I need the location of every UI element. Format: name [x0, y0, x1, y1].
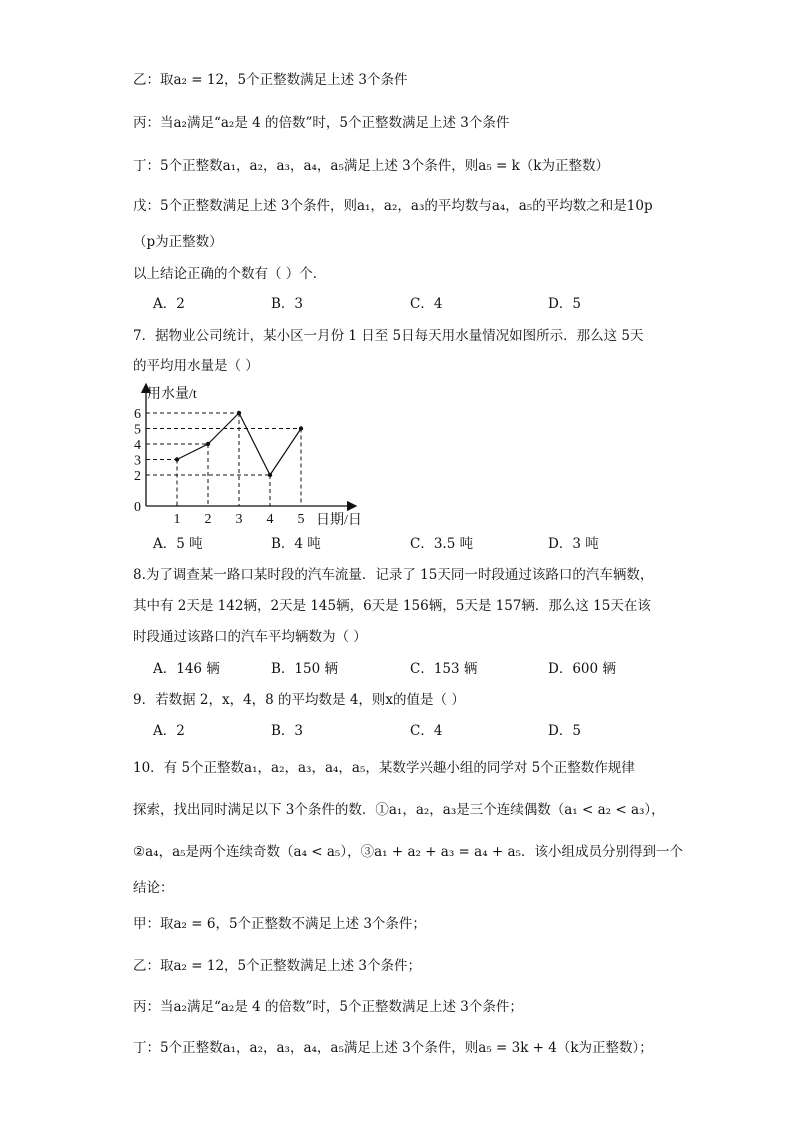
option-d: D．5 — [548, 296, 581, 312]
water-usage-chart — [126, 378, 376, 534]
q9-option-c: C．4 — [410, 723, 443, 739]
x-tick-3: 3 — [235, 512, 243, 527]
data-point-5 — [299, 426, 303, 430]
q7-options — [153, 534, 673, 554]
q8-option-c: C．153 辆 — [410, 661, 478, 677]
conclusion-yi: 乙：取a₂ = 12，5个正整数满足上述 3个条件 — [133, 72, 408, 88]
data-point-4 — [268, 473, 272, 477]
q7-option-a: A．5 吨 — [153, 536, 203, 552]
conclusion-wu-line1: 戊：5个正整数满足上述 3个条件，则a₁，a₂，a₃的平均数与a₄，a₅的平均数之和是10p — [133, 198, 653, 214]
conclusion-wu-line2: （p为正整数） — [133, 234, 223, 250]
y-tick-5: 5 — [134, 422, 141, 438]
x-tick-2: 2 — [204, 512, 212, 527]
q10-line1: 10．有 5个正整数a₁，a₂，a₃，a₄，a₅，某数学兴趣小组的同学对 5个正整数作规律 — [133, 760, 635, 776]
q10-conclusion-ding: 丁：5个正整数a₁，a₂，a₃，a₄，a₅满足上述 3个条件，则a₅ = 3k + 4（k为正整数）； — [133, 1040, 653, 1056]
q8-option-b: B．150 辆 — [271, 661, 338, 677]
data-point-2 — [206, 442, 210, 446]
q8-line3: 时段通过该路口的汽车平均辆数为（ ） — [133, 629, 367, 645]
y-tick-2: 2 — [134, 469, 141, 484]
q10-conclusion-jia: 甲：取a₂ = 6，5个正整数不满足上述 3个条件； — [133, 916, 426, 932]
question-ask: 以上结论正确的个数有（ ）个． — [133, 266, 327, 282]
y-tick-labels — [134, 407, 141, 515]
top-options — [153, 294, 673, 314]
q7-option-c: C．3.5 吨 — [410, 536, 474, 552]
q8-option-d: D．600 辆 — [548, 661, 616, 677]
y-tick-3: 3 — [134, 453, 141, 469]
q9-line1: 9．若数据 2，x，4，8 的平均数是 4，则x的值是（ ） — [133, 692, 465, 708]
option-a: A．2 — [153, 296, 185, 312]
q9-option-a: A．2 — [153, 723, 185, 739]
q9-option-b: B．3 — [271, 723, 304, 739]
q10-conclusion-bing: 丙：当a₂满足“a₂是 4 的倍数”时，5个正整数满足上述 3个条件； — [133, 999, 523, 1015]
option-b: B．3 — [271, 296, 304, 312]
data-point-3 — [237, 411, 241, 415]
y-tick-4: 4 — [134, 438, 141, 453]
y-tick-0: 0 — [134, 500, 141, 515]
y-axis-label: 用水量/t — [147, 387, 197, 402]
x-tick-labels — [174, 512, 305, 527]
q10-line4: 结论： — [133, 880, 174, 896]
y-tick-6: 6 — [134, 407, 141, 422]
conclusion-ding: 丁：5个正整数a₁，a₂，a₃，a₄，a₅满足上述 3个条件，则a₅ = k（k为正整数） — [133, 158, 609, 174]
q10-line3: ②a₄，a₅是两个连续奇数（a₄ < a₅），③a₁ + a₂ + a₃ = a₄ + a₅．该小组成员分别得到一个 — [133, 844, 683, 860]
q7-line1: 7．据物业公司统计，某小区一月份 1 日至 5日每天用水量情况如图所示．那么这 5天 — [133, 328, 644, 344]
q9-options — [153, 721, 673, 741]
x-tick-5: 5 — [297, 512, 305, 527]
q10-conclusion-yi: 乙：取a₂ = 12，5个正整数满足上述 3个条件； — [133, 958, 422, 974]
x-tick-1: 1 — [173, 512, 181, 527]
data-point-1 — [175, 457, 179, 461]
q9-option-d: D．5 — [548, 723, 581, 739]
q8-line2: 其中有 2天是 142辆，2天是 145辆，6天是 156辆，5天是 157辆．那么这 15天在该 — [133, 598, 651, 614]
q7-option-d: D．3 吨 — [548, 536, 599, 552]
q8-options — [153, 659, 673, 679]
q7-option-b: B．4 吨 — [271, 536, 321, 552]
q8-line1: 8.为了调查某一路口某时段的汽车流量．记录了 15天同一时段通过该路口的汽车辆数， — [133, 567, 654, 583]
q10-line2: 探索，找出同时满足以下 3个条件的数．①a₁，a₂，a₃是三个连续偶数（a₁ < a₂ < a₃）， — [133, 802, 665, 818]
q7-line2: 的平均用水量是（ ） — [133, 358, 259, 374]
conclusion-bing: 丙：当a₂满足“a₂是 4 的倍数”时，5个正整数满足上述 3个条件 — [133, 115, 510, 131]
option-c: C．4 — [410, 296, 443, 312]
x-tick-4: 4 — [266, 512, 274, 527]
q8-option-a: A．146 辆 — [153, 661, 220, 677]
x-axis-label: 日期/日 — [316, 513, 362, 528]
chart-guide-lines — [146, 413, 301, 506]
